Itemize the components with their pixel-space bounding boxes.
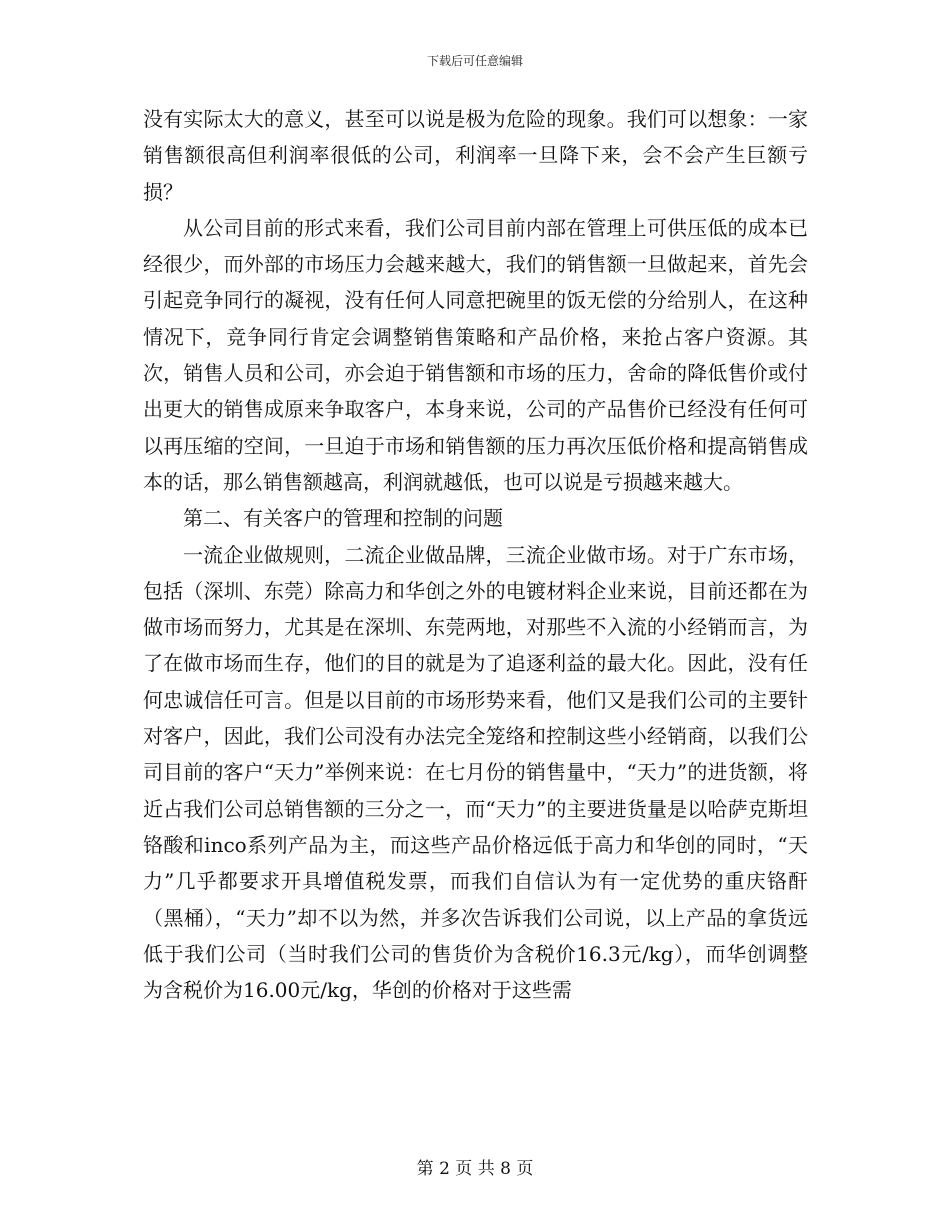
paragraph-market-pressure: 从公司目前的形式来看，我们公司目前内部在管理上可供压低的成本已经很少，而外部的市场压力会越来越大，我们的销售额一旦做起来，首先会引起竞争同行的凝视，没有任何人同意把碗里的饭无偿的分给别人，在这种情况下，竞争同行肯定会调整销售策略和产品价格，来抢占客户资源。其次，销售人员和公司，亦会迫于销售额和市场的压力，舍命的降低售价或付出更大的销售成原来争取客户，本身来说，公司的产品售价已经没有任何可以再压缩的空间，一旦迫于市场和销售额的压力再次压低价格和提高销售成本的话，那么销售额越高，利润就越低，也可以说是亏损越来越大。 (143, 215, 808, 494)
page-header-note: 下载后可任意编辑 (426, 54, 523, 68)
document-body (143, 101, 808, 1008)
page-number-footer: 第 2 页 共 8 页 (416, 1159, 534, 1179)
paragraph-continuation: 没有实际太大的意义，甚至可以说是极为危险的现象。我们可以想象：一家销售额很高但利润率很低的公司，利润率一旦降下来，会不会产生巨额亏损？ (143, 107, 808, 204)
paragraph-customer-control: 一流企业做规则，二流企业做品牌，三流企业做市场。对于广东市场，包括（深圳、东莞）除高力和华创之外的电镀材料企业来说，目前还都在为做市场而努力，尤其是在深圳、东莞两地，对那些不入流的小经销而言，为了在做市场而生存，他们的目的就是为了追逐利益的最大化。因此，没有任何忠诚信任可言。但是以目前的市场形势来看，他们又是我们公司的主要针对客户，因此，我们公司没有办法完全笼络和控制这些小经销商，以我们公司目前的客户“天力”举例来说：在七月份的销售量中，“天力”的进货额，将近占我们公司总销售额的三分之一，而“天力”的主要进货量是以哈萨克斯坦铬酸和inco系列产品为主，而这些产品价格远低于高力和华创的同时，“天力”几乎都要求开具增值税发票，而我们自信认为有一定优势的重庆铬酐（黑桶），“天力”却不以为然，并多次告诉我们公司说，以上产品的拿货远低于我们公司（当时我们公司的售货价为含税价16.3元/kg），而华创调整为含税价为16.00元/kg，华创的价格对于这些需 (143, 542, 808, 1003)
section-heading-customer-management: 第二、有关客户的管理和控制的问题 (183, 506, 503, 531)
